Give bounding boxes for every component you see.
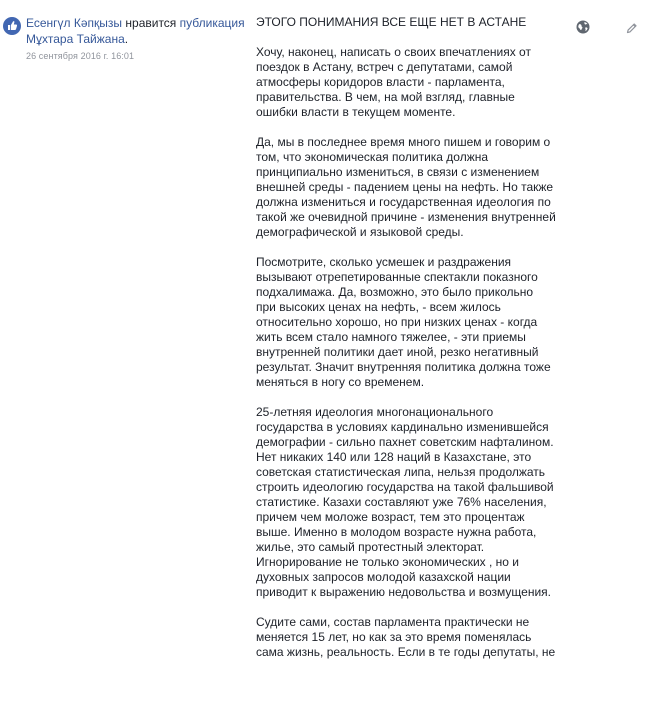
activity-verb: нравится	[125, 16, 177, 30]
post-paragraph: Хочу, наконец, написать о своих впечатлениях от поездок в Астану, встреч с депутатами, самой атмосферы коридоров власти - парламента, правительства. В чем, на мой взгляд, главные ошибки власти в текущем моменте.	[256, 45, 531, 119]
globe-icon[interactable]	[576, 20, 590, 34]
post-paragraph: Посмотрите, сколько усмешек и раздражения вызывают отрепетированные спектакли показного подхалимажа. Да, возможно, это было прикольно при высоких ценах на нефть, - всем жилось относительно хорошо, но при низких ценах - когда жить всем стало намного тяжелее, - эти приемы внутренней политики дает иной, резко негативный результат. Значит внутренняя политика должна тоже меняться в ногу со временем.	[256, 255, 551, 389]
activity-text	[26, 15, 252, 47]
post-paragraph: 25-летняя идеология многонационального государства в условиях кардинально изменившейся демографии - сильно пахнет советским нафталином. Нет никаких 140 или 128 наций в Казахстане, это советская статистическая липа, нельзя продолжать строить идеологию государства на такой фальшивой статистике. Казахи составляют уже 76% населения, причем чем моложе возраст, тем это процентаж выше. Именно в молодом возрасте нужна работа, жилье, это самый протестный электорат. Игнорирование не только экономических , но и духовных запросов молодой казахской нации приводит к выражению недовольства и возмущения.	[256, 405, 554, 599]
activity-period: .	[124, 32, 129, 46]
post-paragraph: Судите сами, состав парламента практически не меняется 15 лет, но как за это время поменялась сама жизнь, реальность. Если в те годы депутаты, не	[256, 615, 556, 659]
thumbs-up-icon	[3, 17, 21, 35]
post-body	[256, 45, 556, 660]
actor-link[interactable]: Есенгүл Кәпқызы	[26, 16, 123, 30]
post-content	[256, 15, 556, 675]
target-link[interactable]: Мұхтара Тайжана	[26, 32, 125, 46]
post-paragraph: Да, мы в последнее время много пишем и говорим о том, что экономическая политика должна принципиально измениться, в связи с изменением внешней среды - падением цены на нефть. Но также должна измениться и государственная идеология по такой же очевидной причине - изменения внутренней демографической и языковой среды.	[256, 135, 556, 239]
pencil-icon[interactable]	[626, 21, 638, 33]
post-link[interactable]: публикация	[179, 16, 245, 30]
timestamp-link[interactable]: 26 сентября 2016 г. 16:01	[26, 51, 135, 61]
post-title: ЭТОГО ПОНИМАНИЯ ВСЕ ЕЩЕ НЕТ В АСТАНЕ	[256, 15, 527, 29]
